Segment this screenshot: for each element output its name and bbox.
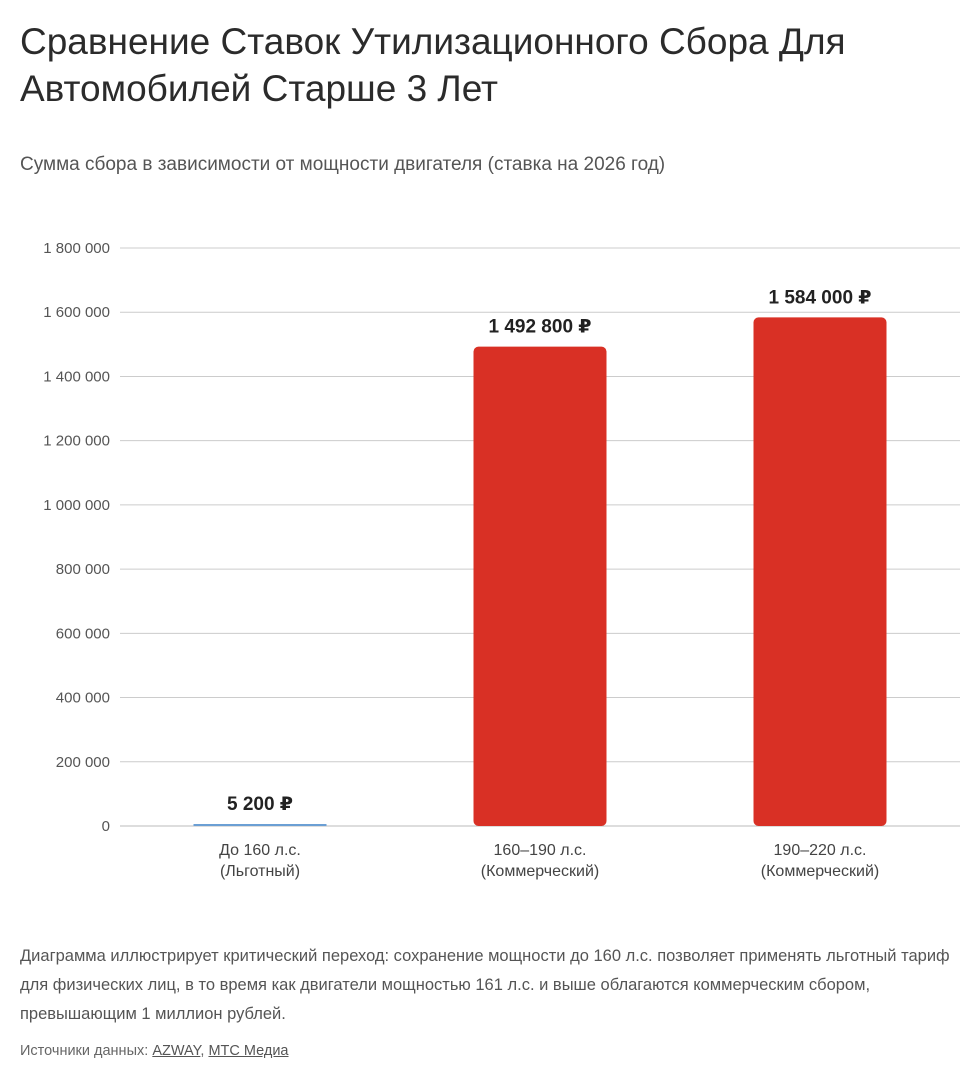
y-tick-label: 200 000 (55, 753, 110, 771)
source-link-azway[interactable]: AZWAY (152, 1043, 201, 1059)
bar-value-label: 5 200 ₽ (226, 794, 294, 815)
y-tick-label: 1 000 000 (43, 496, 110, 514)
bars (194, 317, 887, 826)
chart-subtitle: Сумма сбора в зависимости от мощности двигателя (ставка на 2026 год) (20, 154, 666, 175)
x-category-label: (Льготный) (219, 863, 301, 880)
category-labels (219, 842, 879, 880)
x-category-label: 190–220 л.с. (773, 842, 867, 859)
x-category-label: (Коммерческий) (480, 863, 600, 880)
sources-line (20, 1040, 289, 1062)
bar-chart (0, 220, 978, 900)
y-tick-label: 1 600 000 (43, 304, 110, 322)
source-link-mts-media[interactable]: МТС Медиа (208, 1043, 289, 1059)
x-category-label: (Коммерческий) (760, 863, 880, 880)
chart-title: Сравнение Ставок Утилизационного Сбора Для Автомобилей Старше 3 Лет (20, 21, 846, 109)
y-tick-label: 800 000 (55, 561, 110, 579)
bar (194, 824, 327, 826)
y-tick-label: 1 400 000 (43, 368, 110, 386)
chart-description: Диаграмма иллюстрирует критический переход: сохранение мощности до 160 л.с. позволяет применять льготный тариф для физических лиц, в то время как двигатели мощностью 161 л.с. и выше облагаются коммерческим сбором, превышающим 1 миллион рублей. (20, 947, 950, 1023)
y-tick-label: 1 800 000 (43, 240, 110, 257)
bar (754, 317, 887, 826)
y-tick-label: 1 200 000 (43, 432, 110, 450)
sources-prefix: Источники данных: (20, 1043, 149, 1059)
x-category-label: 160–190 л.с. (493, 842, 587, 859)
bar (474, 347, 607, 826)
sources-separator: , (200, 1043, 205, 1059)
bar-value-label: 1 492 800 ₽ (488, 316, 592, 338)
y-tick-label: 0 (101, 818, 110, 835)
y-tick-label: 400 000 (55, 689, 110, 707)
y-tick-label: 600 000 (55, 625, 110, 643)
y-axis-ticks (43, 240, 110, 835)
bar-value-label: 1 584 000 ₽ (768, 287, 872, 309)
x-category-label: До 160 л.с. (219, 842, 301, 859)
